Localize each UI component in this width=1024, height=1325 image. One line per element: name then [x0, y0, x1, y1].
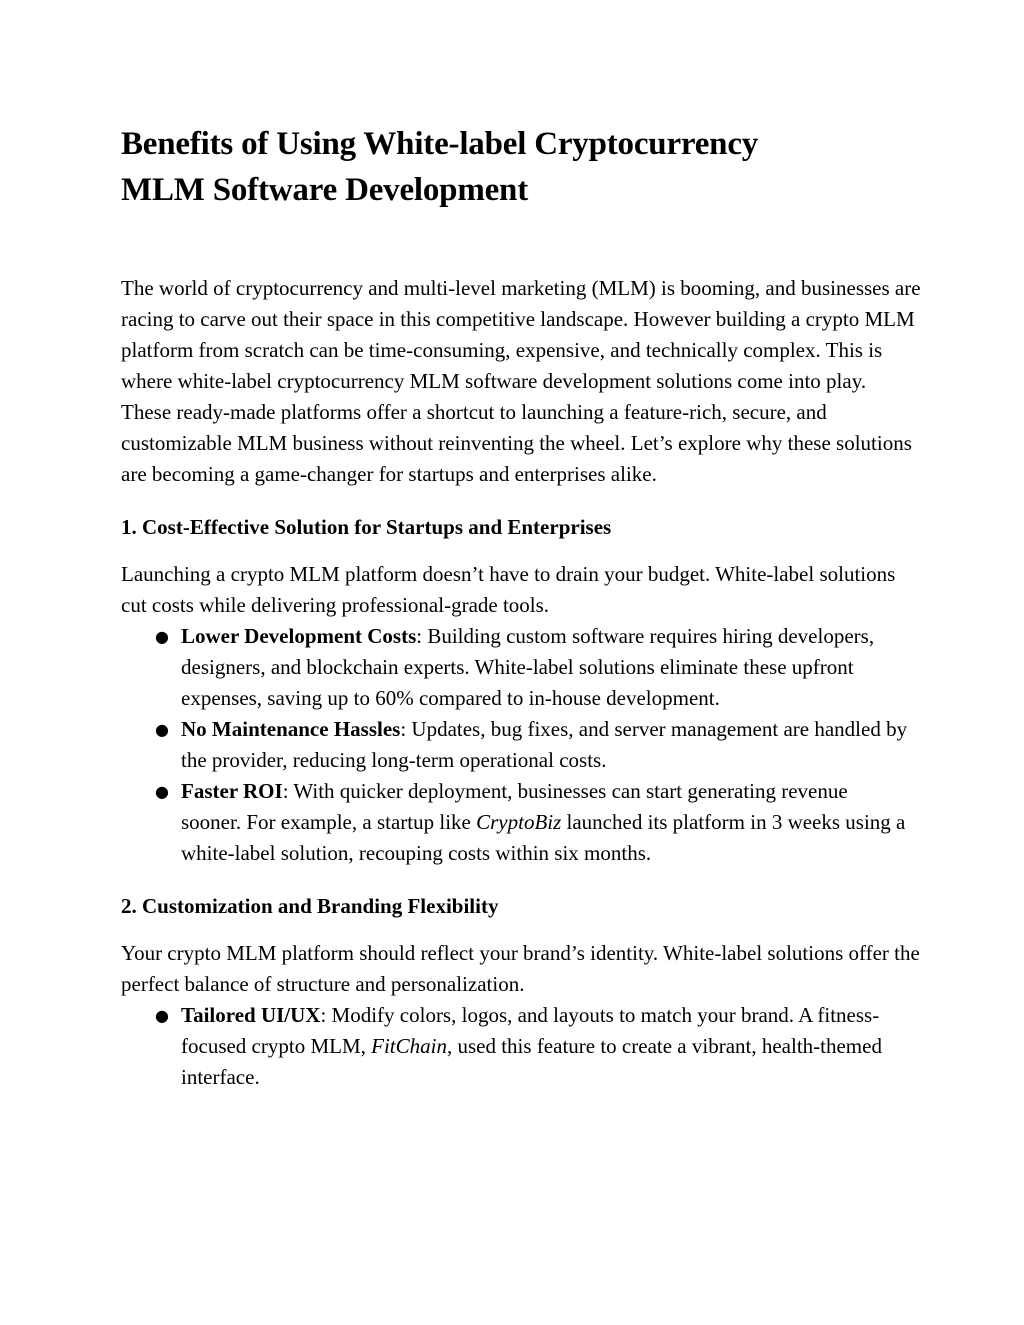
section-heading-cost-effective: 1. Cost-Effective Solution for Startups and Enterprises — [121, 515, 612, 539]
company-name-cryptobiz: CryptoBiz — [476, 810, 562, 834]
bullet-text: : Updates, bug fixes, and server management are handled by the provider, reducing long-term operational costs. — [181, 717, 908, 772]
document-title — [121, 121, 921, 213]
company-name-fitchain: FitChain — [371, 1034, 447, 1058]
bullet-text-continued: launched its platform in 3 weeks using a white-label solution, recouping costs within six months. — [181, 810, 906, 865]
bullet-icon: ● — [155, 720, 169, 739]
section-heading-customization: 2. Customization and Branding Flexibility — [121, 894, 499, 918]
bullet-list-customization — [121, 1000, 921, 1093]
bullet-term: Tailored UI/UX — [181, 1003, 321, 1027]
document-page — [121, 121, 921, 1093]
intro-paragraph: The world of cryptocurrency and multi-level marketing (MLM) is booming, and businesses are racing to carve out their space in this competitive landscape. However building a crypto MLM platform from scratch can be time-consuming, expensive, and technically complex. This is where white-label cryptocurrency MLM software development solutions come into play. These ready-made platforms offer a shortcut to launching a feature-rich, secure, and customizable MLM business without reinventing the wheel. Let’s explore why these solutions are becoming a game-changer for startups and enterprises alike. — [121, 276, 921, 486]
title-line-1: Benefits of Using White-label Cryptocurrency — [121, 126, 759, 162]
bullet-text-continued: , used this feature to create a vibrant, health-themed interface. — [181, 1034, 882, 1089]
bullet-icon: ● — [155, 1006, 169, 1025]
section-lead-customization: Your crypto MLM platform should reflect your brand’s identity. White-label solutions offer the perfect balance of structure and personalization. — [121, 941, 920, 996]
section-lead-cost-effective: Launching a crypto MLM platform doesn’t have to drain your budget. White-label solutions cut costs while delivering professional-grade tools. — [121, 562, 896, 617]
list-item — [155, 621, 921, 714]
bullet-term: Lower Development Costs — [181, 624, 417, 648]
bullet-icon: ● — [155, 627, 169, 646]
bullet-text: : Building custom software requires hiring developers, designers, and blockchain experts. White-label solutions eliminate these upfront expenses, saving up to 60% compared to in-house development. — [181, 624, 875, 710]
list-item — [155, 1000, 921, 1093]
bullet-list-cost-effective — [121, 621, 921, 869]
bullet-text: : Modify colors, logos, and layouts to match your brand. A fitness-focused crypto MLM, — [181, 1003, 880, 1058]
bullet-icon: ● — [155, 782, 169, 801]
title-line-2: MLM Software Development — [121, 172, 528, 208]
bullet-text: : With quicker deployment, businesses can start generating revenue sooner. For example, a startup like — [181, 779, 848, 834]
bullet-term: Faster ROI — [181, 779, 283, 803]
list-item — [155, 776, 921, 869]
bullet-term: No Maintenance Hassles — [181, 717, 401, 741]
list-item — [155, 714, 921, 776]
